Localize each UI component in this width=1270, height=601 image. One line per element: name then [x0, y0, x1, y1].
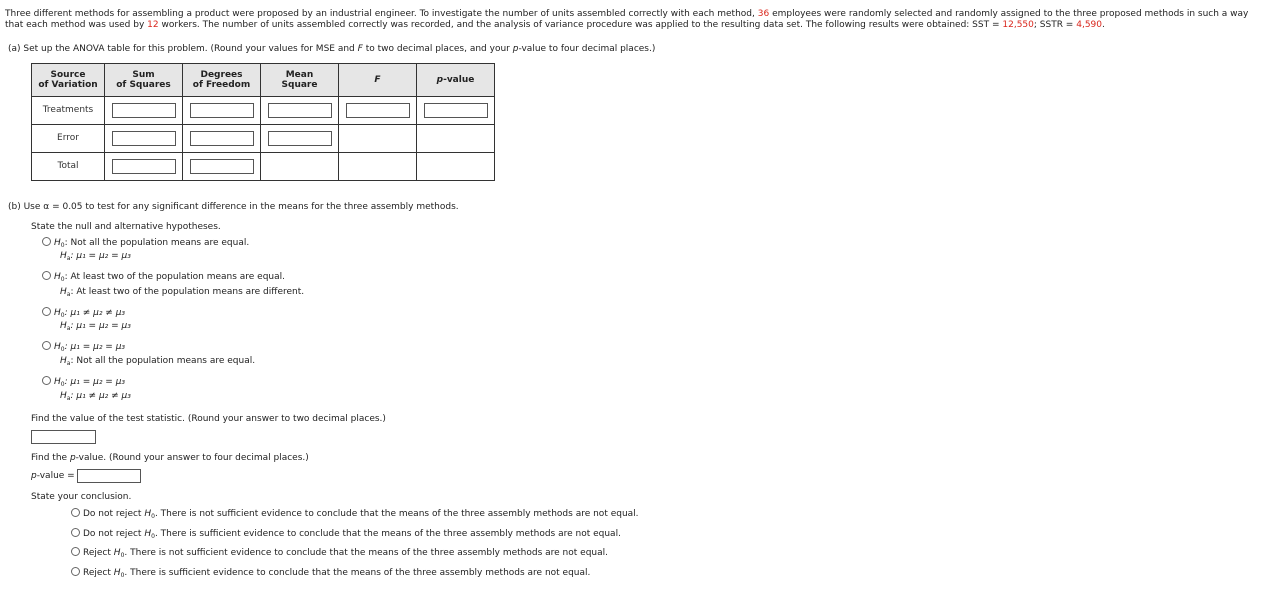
opt4-ha-text: : Not all the population means are equal. — [70, 356, 256, 366]
cell-total-ms-empty — [261, 153, 339, 181]
cell-total-p-empty — [417, 153, 495, 181]
header-f: F — [339, 64, 417, 97]
opt5-ha-text: : μ₁ ≠ μ₂ ≠ μ₃ — [70, 391, 131, 401]
find-p-text-1: Find the — [31, 453, 68, 463]
hypothesis-option-1[interactable]: $H_0$: Not all the population means are equal. — [42, 238, 249, 249]
cell-total-df — [183, 153, 261, 181]
c3-text-a: Reject — [83, 548, 111, 558]
conclusion-option-2[interactable]: Do not reject $H_0$. There is sufficient evidence to conclude that the means of the three assembly methods are not equal. — [71, 529, 621, 540]
treatments-ss-input[interactable] — [112, 103, 176, 118]
header-sum-of-squares: Sum of Squares — [105, 64, 183, 97]
c3-text-b: . There is not sufficient evidence to conclude that the means of the three assembly methods are not equal. — [124, 548, 608, 558]
find-p-italic: p — [69, 453, 76, 463]
treatments-df-input[interactable] — [190, 103, 254, 118]
c2-text-a: Do not reject — [83, 529, 142, 539]
c4-text-a: Reject — [83, 568, 111, 578]
hypothesis-option-5-ha: $H_a$: μ₁ ≠ μ₂ ≠ μ₃ — [60, 391, 131, 402]
hypothesis-option-5[interactable]: $H_0$: μ₁ = μ₂ = μ₃ — [42, 377, 125, 388]
conclusion-option-1[interactable]: Do not reject $H_0$. There is not sufficient evidence to conclude that the means of the three assembly methods are not equal. — [71, 509, 639, 520]
opt2-h0-text: : At least two of the population means are equal. — [64, 272, 286, 282]
hypothesis-option-4[interactable]: $H_0$: μ₁ = μ₂ = μ₃ — [42, 342, 125, 353]
intro-text-2: employees were randomly selected and randomly assigned to the three proposed methods in such a way that each method was used by — [5, 9, 1249, 30]
hypothesis-option-2-ha: $H_a$: At least two of the population means are different. — [60, 287, 305, 298]
part-a-text-2: to two decimal places, and your — [365, 44, 510, 54]
opt3-ha-text: : μ₁ = μ₂ = μ₃ — [70, 321, 131, 331]
part-a-p: p — [512, 44, 519, 54]
total-df-input[interactable] — [190, 159, 254, 174]
cell-error-ms — [261, 125, 339, 153]
header-mean-square: Mean Square — [261, 64, 339, 97]
find-p-value-label — [31, 453, 309, 464]
part-b-instructions: (b) Use α = 0.05 to test for any significant difference in the means for the three assembly methods. — [8, 202, 459, 212]
state-conclusion-label: State your conclusion. — [31, 492, 132, 502]
p-value-input[interactable] — [77, 469, 141, 483]
part-a-instructions — [8, 44, 655, 55]
hypothesis-option-4-ha: $H_a$: Not all the population means are equal. — [60, 356, 256, 367]
c2-text-b: . There is sufficient evidence to conclude that the means of the three assembly methods are not equal. — [154, 529, 621, 539]
opt1-h0-text: : Not all the population means are equal. — [64, 238, 250, 248]
sstr-value: 4,590 — [1076, 20, 1102, 30]
cell-total-f-empty — [339, 153, 417, 181]
sst-value: 12,550 — [1002, 20, 1034, 30]
cell-treatments-df — [183, 97, 261, 125]
row-label-total: Total — [32, 153, 105, 181]
test-statistic-input[interactable] — [31, 430, 96, 444]
conclusion-radio-1[interactable] — [71, 508, 80, 517]
intro-text-1: Three different methods for assembling a product were proposed by an industrial engineer. To investigate the number of units assembled correctly with each method, — [5, 9, 755, 19]
header-source: Source of Variation — [32, 64, 105, 97]
p-value-italic: p — [31, 471, 37, 481]
intro-text-4: ; SSTR = — [1033, 20, 1074, 30]
cell-treatments-p — [417, 97, 495, 125]
p-value-label — [31, 471, 75, 482]
cell-error-p-empty — [417, 125, 495, 153]
cell-treatments-ms — [261, 97, 339, 125]
conclusion-radio-3[interactable] — [71, 547, 80, 556]
opt1-ha-text: : μ₁ = μ₂ = μ₃ — [70, 251, 131, 261]
c4-text-b: . There is sufficient evidence to conclude that the means of the three assembly methods are not equal. — [124, 568, 591, 578]
problem-statement — [5, 9, 1263, 31]
hypothesis-option-1-ha: $H_a$: μ₁ = μ₂ = μ₃ — [60, 251, 131, 262]
cell-error-df — [183, 125, 261, 153]
hypothesis-radio-3[interactable] — [42, 307, 51, 316]
hypothesis-option-3[interactable]: $H_0$: μ₁ ≠ μ₂ ≠ μ₃ — [42, 308, 125, 319]
conclusion-radio-4[interactable] — [71, 567, 80, 576]
employees-count: 36 — [757, 9, 770, 19]
error-ss-input[interactable] — [112, 131, 176, 146]
treatments-p-input[interactable] — [424, 103, 488, 118]
find-p-text-2: -value. (Round your answer to four decimal places.) — [75, 453, 309, 463]
treatments-ms-input[interactable] — [268, 103, 332, 118]
anova-row-total — [32, 153, 495, 181]
anova-row-treatments — [32, 97, 495, 125]
cell-error-f-empty — [339, 125, 417, 153]
conclusion-option-3[interactable]: Reject $H_0$. There is not sufficient evidence to conclude that the means of the three assembly methods are not equal. — [71, 548, 608, 559]
error-ms-input[interactable] — [268, 131, 332, 146]
part-a-text-1: (a) Set up the ANOVA table for this problem. (Round your values for MSE and — [8, 44, 355, 54]
opt3-h0-text: : μ₁ ≠ μ₂ ≠ μ₃ — [64, 308, 126, 318]
anova-table — [31, 63, 495, 181]
cell-treatments-f — [339, 97, 417, 125]
row-label-error: Error — [32, 125, 105, 153]
error-df-input[interactable] — [190, 131, 254, 146]
find-test-statistic-label: Find the value of the test statistic. (Round your answer to two decimal places.) — [31, 414, 386, 424]
opt4-h0-text: : μ₁ = μ₂ = μ₃ — [64, 342, 126, 352]
part-a-f: F — [357, 44, 363, 54]
hypothesis-radio-4[interactable] — [42, 341, 51, 350]
part-a-text-3: -value to four decimal places.) — [518, 44, 656, 54]
treatments-f-input[interactable] — [346, 103, 410, 118]
cell-total-ss — [105, 153, 183, 181]
cell-treatments-ss — [105, 97, 183, 125]
opt2-ha-text: : At least two of the population means are different. — [70, 287, 305, 297]
hypothesis-radio-1[interactable] — [42, 237, 51, 246]
header-p-value: p-value — [417, 64, 495, 97]
hypothesis-radio-5[interactable] — [42, 376, 51, 385]
c1-text-a: Do not reject — [83, 509, 142, 519]
workers-count: 12 — [147, 20, 159, 30]
intro-text-5: . — [1102, 20, 1105, 30]
conclusion-radio-2[interactable] — [71, 528, 80, 537]
state-hypotheses-label: State the null and alternative hypotheses. — [31, 222, 221, 232]
header-degrees-of-freedom: Degrees of Freedom — [183, 64, 261, 97]
intro-text-3: workers. The number of units assembled correctly was recorded, and the analysis of variance procedure was applied to the resulting data set. The following results were obtained: SST = — [161, 20, 1000, 30]
anova-row-error — [32, 125, 495, 153]
anova-header-row — [32, 64, 495, 97]
opt5-h0-text: : μ₁ = μ₂ = μ₃ — [64, 377, 126, 387]
hypothesis-radio-2[interactable] — [42, 271, 51, 280]
hypothesis-option-3-ha: $H_a$: μ₁ = μ₂ = μ₃ — [60, 321, 131, 332]
hypothesis-option-2[interactable]: $H_0$: At least two of the population means are equal. — [42, 272, 285, 283]
row-label-treatments: Treatments — [32, 97, 105, 125]
p-value-text: -value = — [36, 471, 75, 481]
c1-text-b: . There is not sufficient evidence to conclude that the means of the three assembly methods are not equal. — [154, 509, 639, 519]
conclusion-option-4[interactable]: Reject $H_0$. There is sufficient evidence to conclude that the means of the three assembly methods are not equal. — [71, 568, 590, 579]
total-ss-input[interactable] — [112, 159, 176, 174]
cell-error-ss — [105, 125, 183, 153]
